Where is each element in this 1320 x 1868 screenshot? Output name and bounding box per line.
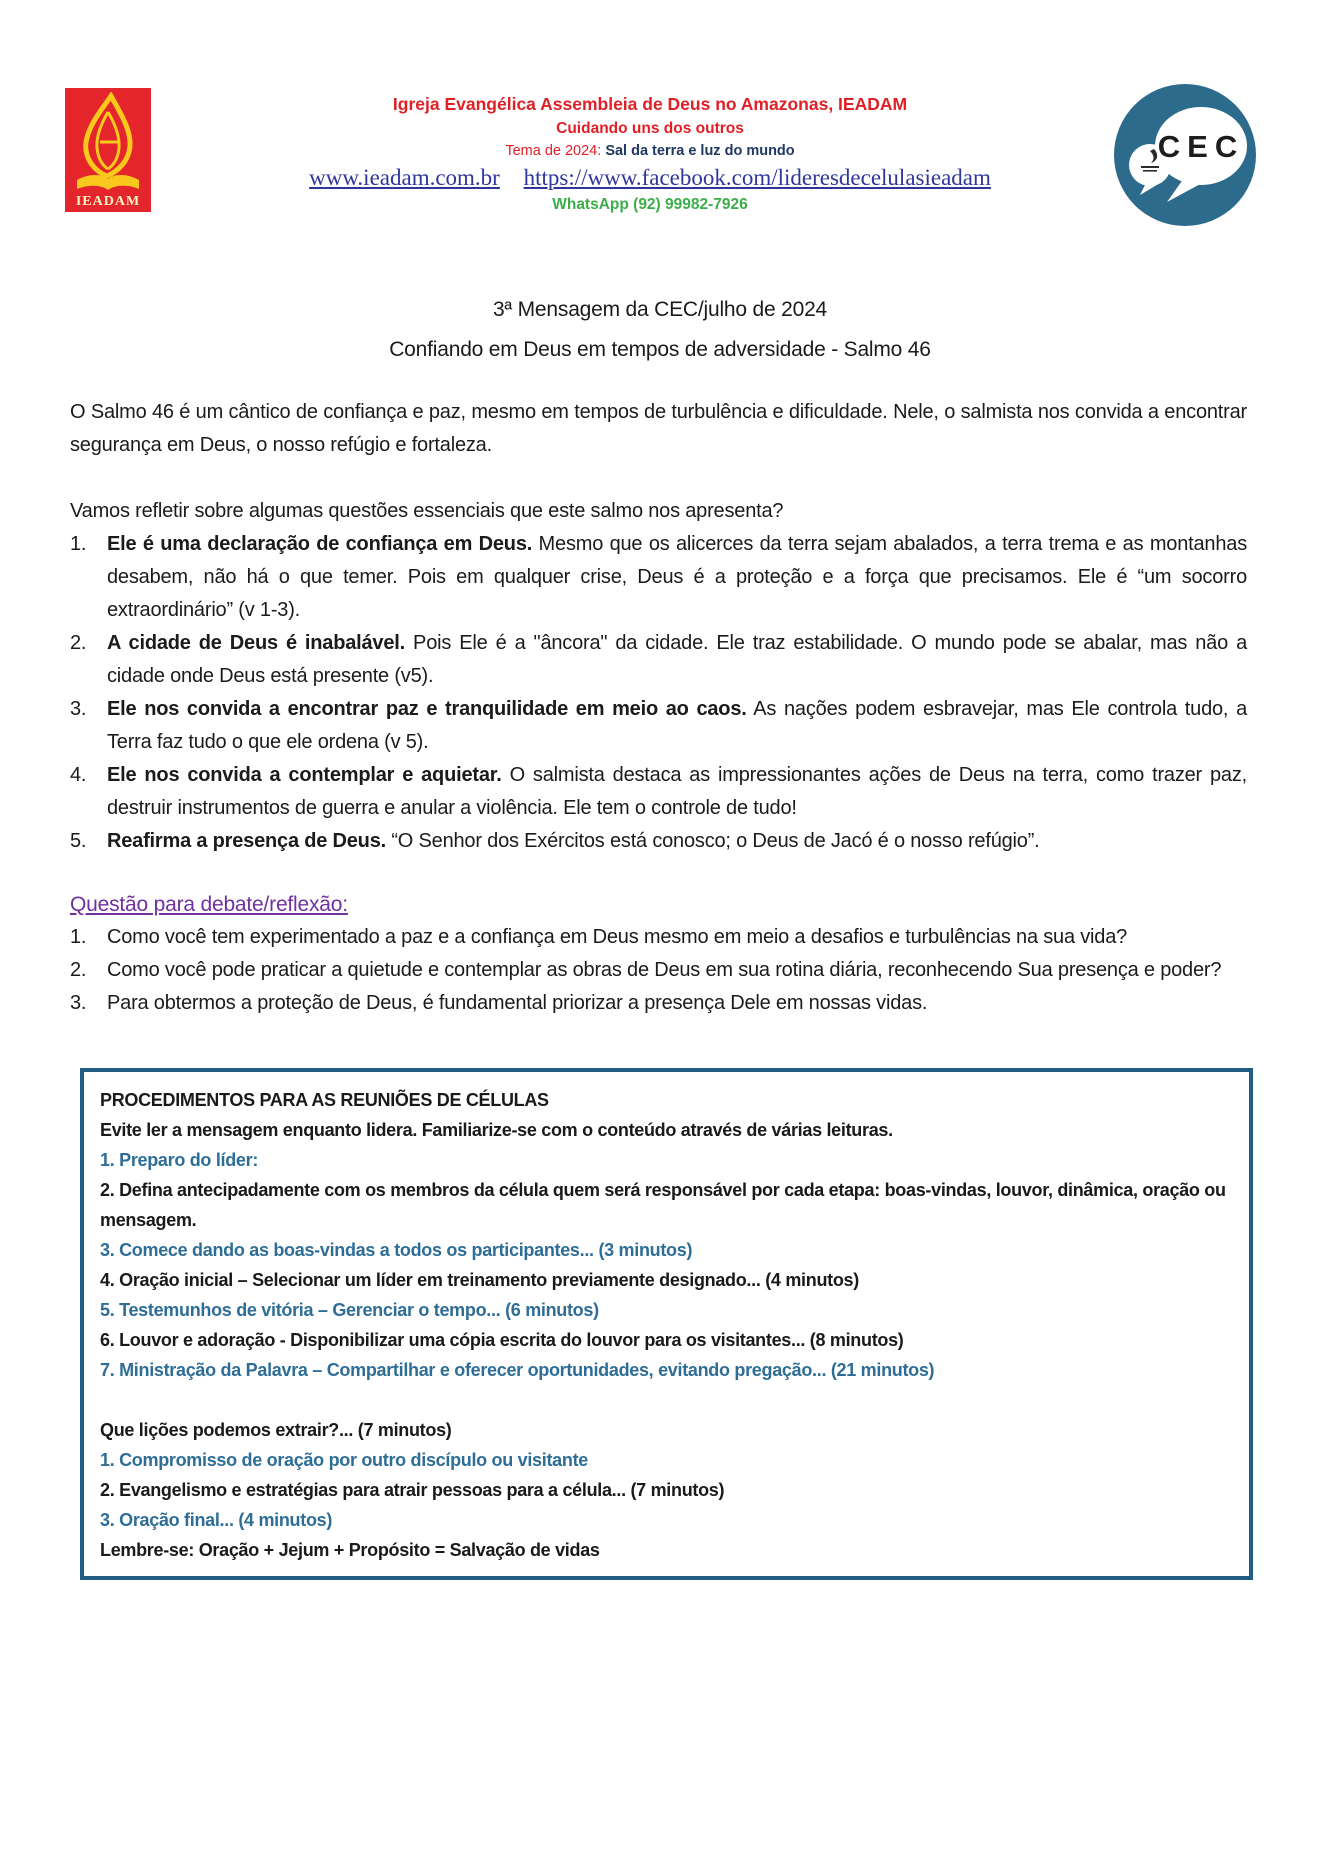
whatsapp-number: WhatsApp (92) 99982-7926 (552, 196, 748, 213)
lead-question: Vamos refletir sobre algumas questões essenciais que este salmo nos apresenta? (70, 500, 784, 522)
question-text: Como você pode praticar a quietude e contemplar as obras de Deus em sua rotina diária, reconhecendo Sua presença e poder? (107, 959, 1222, 981)
org-name: Igreja Evangélica Assembleia de Deus no Amazonas, IEADAM (392, 94, 908, 114)
ieadam-logo (65, 88, 151, 212)
point-lead: Ele nos convida a contemplar e aquietar. (107, 764, 502, 786)
procedure-line-1: 1. Preparo do líder: (100, 1150, 259, 1170)
procedure-line-3: 3. Comece dando as boas-vindas a todos os participantes... (3 minutos) (100, 1240, 693, 1260)
procedure-line-7: 7. Ministração da Palavra – Compartilhar e oferecer oportunidades, evitando pregação... (21 minutos) (100, 1360, 935, 1380)
slogan: Cuidando uns dos outros (556, 120, 744, 137)
point-detail: O salmista destaca as impressionantes ações de Deus na terra, como trazer paz, destruir instrumentos de guerra e anular a violência. Ele tem o controle de tudo! (107, 764, 1247, 819)
point-detail: “O Senhor dos Exércitos está conosco; o Deus de Jacó é o nosso refúgio”. (385, 830, 1040, 852)
ieadam-flame-book-icon (65, 92, 151, 196)
point-number: 4. (70, 764, 87, 786)
cec-logo (1112, 82, 1258, 228)
procedure-line-advice: Evite ler a mensagem enquanto lidera. Familiarize-se com o conteúdo através de várias leituras. (100, 1120, 893, 1140)
header-text-block (150, 92, 1150, 216)
point-lead: Ele nos convida a encontrar paz e tranquilidade em meio ao caos. (107, 698, 747, 720)
cec-logo-icon (1112, 82, 1258, 228)
point-lead: Reafirma a presença de Deus. (107, 830, 386, 852)
links-line (150, 162, 1150, 193)
point-text (107, 627, 1247, 693)
debate-questions-list (70, 921, 1247, 1020)
reflection-point-3 (70, 693, 1247, 759)
website-link[interactable]: www.ieadam.com.br (309, 165, 500, 190)
intro-paragraph: O Salmo 46 é um cântico de confiança e paz, mesmo em tempos de turbulência e dificuldade. Nele, o salmista nos convida a encontrar segurança em Deus, o nosso refúgio e fortaleza. (70, 401, 1247, 456)
procedures-title: PROCEDIMENTOS PARA AS REUNIÕES DE CÉLULAS (100, 1090, 549, 1110)
facebook-link[interactable]: https://www.facebook.com/lideresdecelulasieadam (523, 165, 991, 190)
reflection-points-list (70, 528, 1247, 858)
point-detail: As nações podem esbravejar, mas Ele controla tudo, a Terra faz tudo o que ele ordena (v 5). (107, 698, 1247, 753)
procedure-lessons-heading: Que lições podemos extrair?... (7 minutos) (100, 1420, 452, 1440)
reflection-point-1 (70, 528, 1247, 627)
reflection-point-5 (70, 825, 1247, 858)
debate-question-1 (70, 921, 1247, 954)
point-number: 3. (70, 698, 87, 720)
procedure-lesson-1: 1. Compromisso de oração por outro discípulo ou visitante (100, 1450, 588, 1470)
point-text (107, 528, 1247, 627)
procedures-box (80, 1068, 1253, 1580)
procedure-line-4: 4. Oração inicial – Selecionar um líder em treinamento previamente designado... (4 minutos) (100, 1270, 859, 1290)
debate-heading: Questão para debate/reflexão: (70, 893, 348, 916)
document-body (0, 396, 1320, 1580)
point-lead: A cidade de Deus é inabalável. (107, 632, 405, 654)
theme-line (150, 140, 1150, 162)
message-subtitle: Confiando em Deus em tempos de adversidade - Salmo 46 (389, 338, 931, 361)
procedure-reminder: Lembre-se: Oração + Jejum + Propósito = Salvação de vidas (100, 1540, 600, 1560)
point-number: 5. (70, 830, 87, 852)
procedure-line-2: 2. Defina antecipadamente com os membros da célula quem será responsável por cada etapa: boas-vindas, louvor, dinâmica, oração ou mensagem. (100, 1180, 1226, 1230)
procedure-line-6: 6. Louvor e adoração - Disponibilizar uma cópia escrita do louvor para os visitantes... (8 minutos) (100, 1330, 904, 1350)
point-text (107, 693, 1247, 759)
cec-logo-label: CEC (1157, 129, 1245, 164)
question-number: 3. (70, 992, 87, 1014)
procedure-lesson-2: 2. Evangelismo e estratégias para atrair pessoas para a célula... (7 minutos) (100, 1480, 725, 1500)
point-detail: Mesmo que os alicerces da terra sejam abalados, a terra trema e as montanhas desabem, não há o que temer. Pois em qualquer crise, Deus é a proteção e a força que precisamos. Ele é “um socorro extraordinário” (v 1-3). (107, 533, 1247, 621)
point-number: 1. (70, 533, 87, 555)
header (0, 0, 1320, 245)
point-text (107, 825, 1247, 858)
procedure-lesson-3: 3. Oração final... (4 minutos) (100, 1510, 333, 1530)
theme-value: Sal da terra e luz do mundo (605, 143, 795, 159)
point-detail: Pois Ele é a "âncora" da cidade. Ele traz estabilidade. O mundo pode se abalar, mas não a cidade onde Deus está presente (v5). (107, 632, 1247, 687)
question-text: Para obtermos a proteção de Deus, é fundamental priorizar a presença Dele em nossas vidas. (107, 992, 928, 1014)
debate-question-3 (70, 987, 1247, 1020)
point-lead: Ele é uma declaração de confiança em Deus. (107, 533, 533, 555)
point-text (107, 759, 1247, 825)
procedure-line-5: 5. Testemunhos de vitória – Gerenciar o tempo... (6 minutos) (100, 1300, 599, 1320)
message-title: 3ª Mensagem da CEC/julho de 2024 (492, 298, 828, 321)
ieadam-logo-label: IEADAM (75, 194, 141, 209)
reflection-point-2 (70, 627, 1247, 693)
question-text: Como você tem experimentado a paz e a confiança em Deus mesmo em meio a desafios e turbulências na sua vida? (107, 926, 1128, 948)
point-number: 2. (70, 632, 87, 654)
reflection-point-4 (70, 759, 1247, 825)
question-number: 1. (70, 926, 87, 948)
question-number: 2. (70, 959, 87, 981)
document-title (0, 290, 1320, 370)
theme-label: Tema de 2024: (505, 143, 602, 159)
debate-question-2 (70, 954, 1247, 987)
